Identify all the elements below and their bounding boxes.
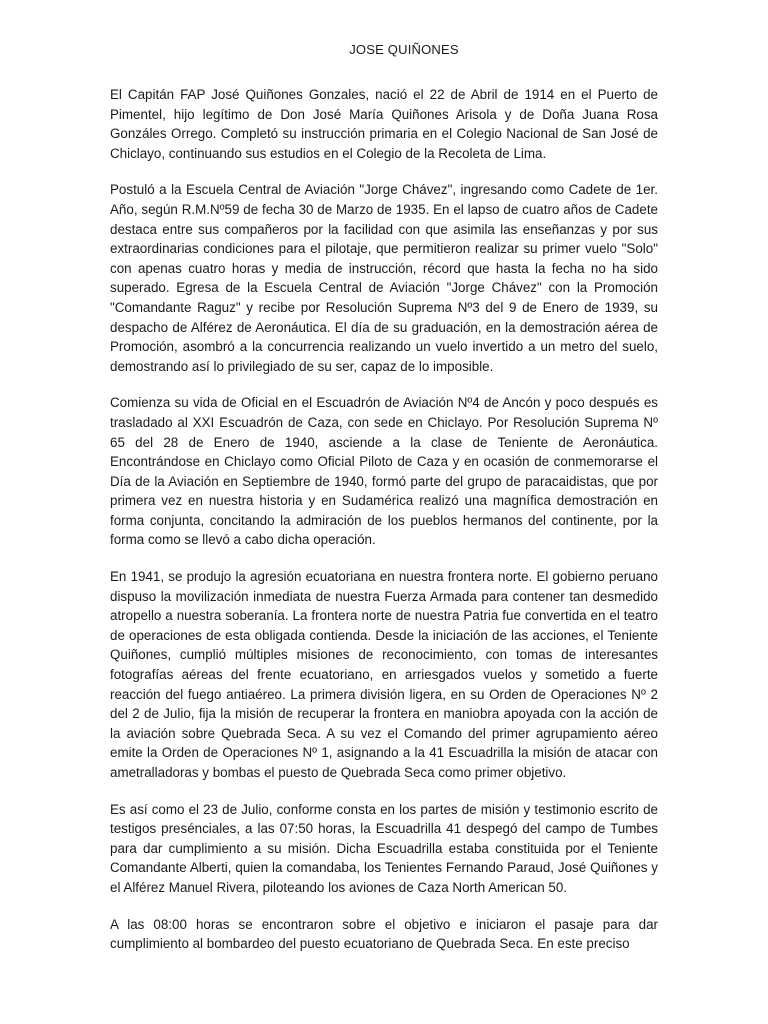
document-body [110,85,658,971]
paragraph-bombing-start: A las 08:00 horas se encontraron sobre el objetivo e iniciaron el pasaje para dar cumplimiento al bombardeo del puesto ecuatoriano de Quebrada Seca. En este preciso [110,916,658,952]
paragraph-1941-conflict: En 1941, se produjo la agresión ecuatoriana en nuestra frontera norte. El gobierno peruano dispuso la movilización inmediata de nuestra Fuerza Armada para contener tan desmedido atropello a nuestra soberanía. La frontera norte de nuestra Patria fue convertida en el teatro de operaciones de esta obligada contienda. Desde la iniciación de las acciones, el Teniente Quiñones, cumplió múltiples misiones de reconocimiento, con tomas de interesantes fotografías aéreas del frente ecuatoriano, en arriesgados vuelos y sometido a fuerte reacción del fuego antiaéreo. La primera división ligera, en su Orden de Operaciones Nº 2 del 2 de Julio, fija la misión de recuperar la frontera en maniobra apoyada con la acción de la aviación sobre Quebrada Seca. A su vez el Comando del primer agrupamiento aéreo emite la Orden de Operaciones Nº 1, asignando a la 41 Escuadrilla la misión de atacar con ametralladoras y bombas el puesto de Quebrada Seca como primer objetivo. [110,569,658,780]
document-title: JOSE QUIÑONES [349,42,459,57]
paragraph-aviation-school: Postuló a la Escuela Central de Aviación "Jorge Chávez", ingresando como Cadete de 1er. Año, según R.M.Nº59 de fecha 30 de Marzo de 1935. En el lapso de cuatro años de Cadete destaca entre sus compañeros por la facilidad con que asimila las enseñanzas y por sus extraordinarias condiciones para el pilotaje, que permitieron realizar su primer vuelo "Solo" con apenas cuatro horas y media de instrucción, récord que hasta la fecha no ha sido superado. Egresa de la Escuela Central de Aviación "Jorge Chávez" con la Promoción "Comandante Raguz" y recibe por Resolución Suprema Nº3 del 9 de Enero de 1939, su despacho de Alférez de Aeronáutica. El día de su graduación, en la demostración aérea de Promoción, asombró a la concurrencia realizando un vuelo invertido a un metro del suelo, demostrando así lo privilegiado de su ser, capaz de lo imposible. [110,182,658,374]
paragraph-july-23-mission: Es así como el 23 de Julio, conforme consta en los partes de misión y testimonio escrito de testigos presénciales, a las 07:50 horas, la Escuadrilla 41 despegó del campo de Tumbes para dar cumplimiento a su misión. Dicha Escuadrilla estaba constituida por el Teniente Comandante Alberti, quien la comandaba, los Tenientes Fernando Paraud, José Quiñones y el Alférez Manuel Rivera, piloteando los aviones de Caza North American 50. [110,801,658,895]
paragraph-officer-career: Comienza su vida de Oficial en el Escuadrón de Aviación Nº4 de Ancón y poco después es trasladado al XXI Escuadrón de Caza, con sede en Chiclayo. Por Resolución Suprema Nº 65 del 28 de Enero de 1940, asciende a la clase de Teniente de Aeronáutica. Encontrándose en Chiclayo como Oficial Piloto de Caza y en ocasión de conmemorarse el Día de la Aviación en Septiembre de 1940, formó parte del grupo de paracaidistas, que por primera vez en nuestra historia y en Sudamérica realizó una magnífica demostración en forma conjunta, concitando la admiración de los pueblos hermanos del continente, por la forma como se llevó a cabo dicha operación. [110,395,658,548]
paragraph-birth: El Capitán FAP José Quiñones Gonzales, nació el 22 de Abril de 1914 en el Puerto de Pimentel, hijo legítimo de Don José María Quiñones Arisola y de Doña Juana Rosa Gonzáles Orrego. Completó su instrucción primaria en el Colegio Nacional de San José de Chiclayo, continuando sus estudios en el Colegio de la Recoleta de Lima. [110,87,658,161]
